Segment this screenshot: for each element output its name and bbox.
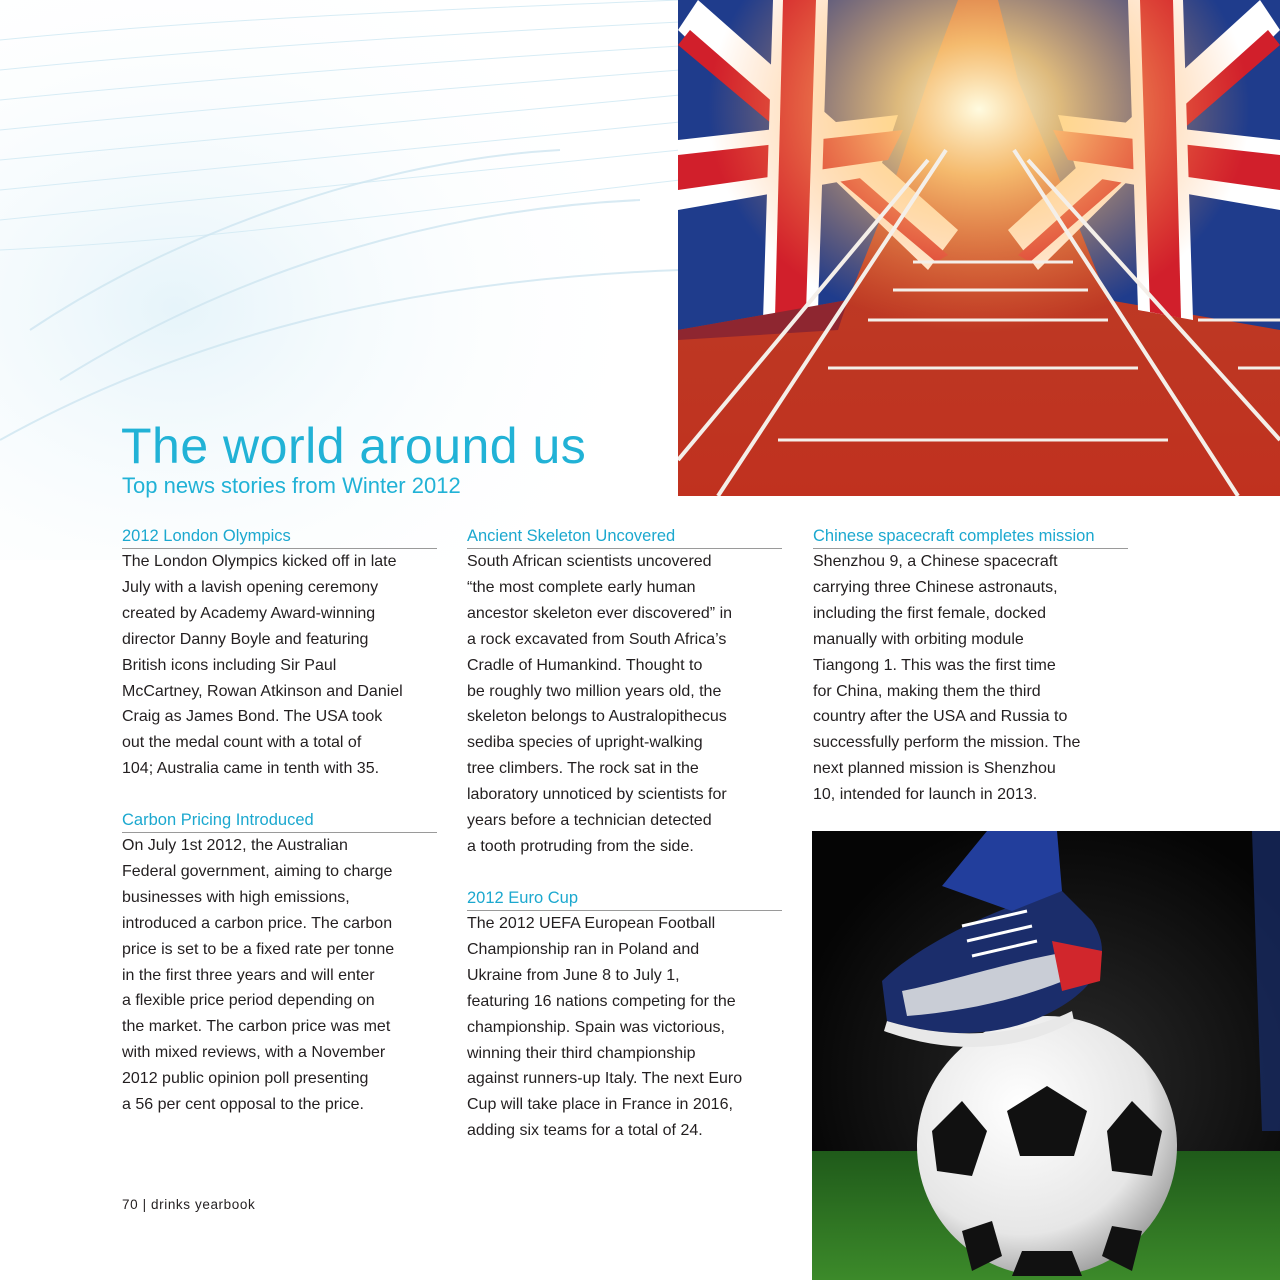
article-ancient-skeleton: [467, 525, 782, 860]
article-body: The 2012 UEFA European Football Championship ran in Poland and Ukraine from June 8 to July 1, featuring 16 nations competing for the championship. Spain was victorious, winning their third championship against runners-up Italy. The next Euro Cup will take place in France in 2016, adding six teams for a total of 24.: [467, 915, 743, 1140]
union-jack-track-image: [678, 0, 1280, 496]
article-euro-cup: [467, 887, 782, 1144]
article-heading: Ancient Skeleton Uncovered: [467, 525, 782, 549]
article-heading: Carbon Pricing Introduced: [122, 809, 437, 833]
article-heading: 2012 Euro Cup: [467, 887, 782, 911]
article-london-olympics: [122, 525, 437, 782]
article-body: The London Olympics kicked off in late July with a lavish opening ceremony created by Academy Award-winning director Danny Boyle and featuring British icons including Sir Paul McCartney, Rowan Atkinson and Daniel Craig as James Bond. The USA took out the medal count with a total of 104; Australia came in tenth with 35.: [122, 553, 403, 778]
article-body: Shenzhou 9, a Chinese spacecraft carrying three Chinese astronauts, including the first female, docked manually with orbiting module Tiangong 1. This was the first time for China, making them the third country after the USA and Russia to successfully perform the mission. The next planned mission is Shenzhou 10, intended for launch in 2013.: [813, 553, 1081, 804]
page-footer: 70 | drinks yearbook: [122, 1197, 256, 1212]
page-subtitle: Top news stories from Winter 2012: [122, 473, 461, 498]
article-body: South African scientists uncovered “the most complete early human ancestor skeleton ever discovered” in a rock excavated from South Africa’s Cradle of Humankind. Thought to be roughly two million years old, the skeleton belongs to Australopithecus sediba species of upright-walking tree climbers. The rock sat in the laboratory unnoticed by scientists for years before a technician detected a tooth protruding from the side.: [467, 553, 733, 855]
article-body: On July 1st 2012, the Australian Federal government, aiming to charge businesses with high emissions, introduced a carbon price. The carbon price is set to be a fixed rate per tonne in the first three years and will enter a flexible price period depending on the market. The carbon price was met with mixed reviews, with a November 2012 public opinion poll presenting a 56 per cent opposal to the price.: [122, 837, 395, 1114]
article-heading: 2012 London Olympics: [122, 525, 437, 549]
page-title: The world around us: [121, 418, 587, 474]
article-chinese-spacecraft: [813, 525, 1128, 808]
article-carbon-pricing: [122, 809, 437, 1118]
football-boot-ball-image: [812, 831, 1280, 1280]
article-heading: Chinese spacecraft completes mission: [813, 525, 1128, 549]
